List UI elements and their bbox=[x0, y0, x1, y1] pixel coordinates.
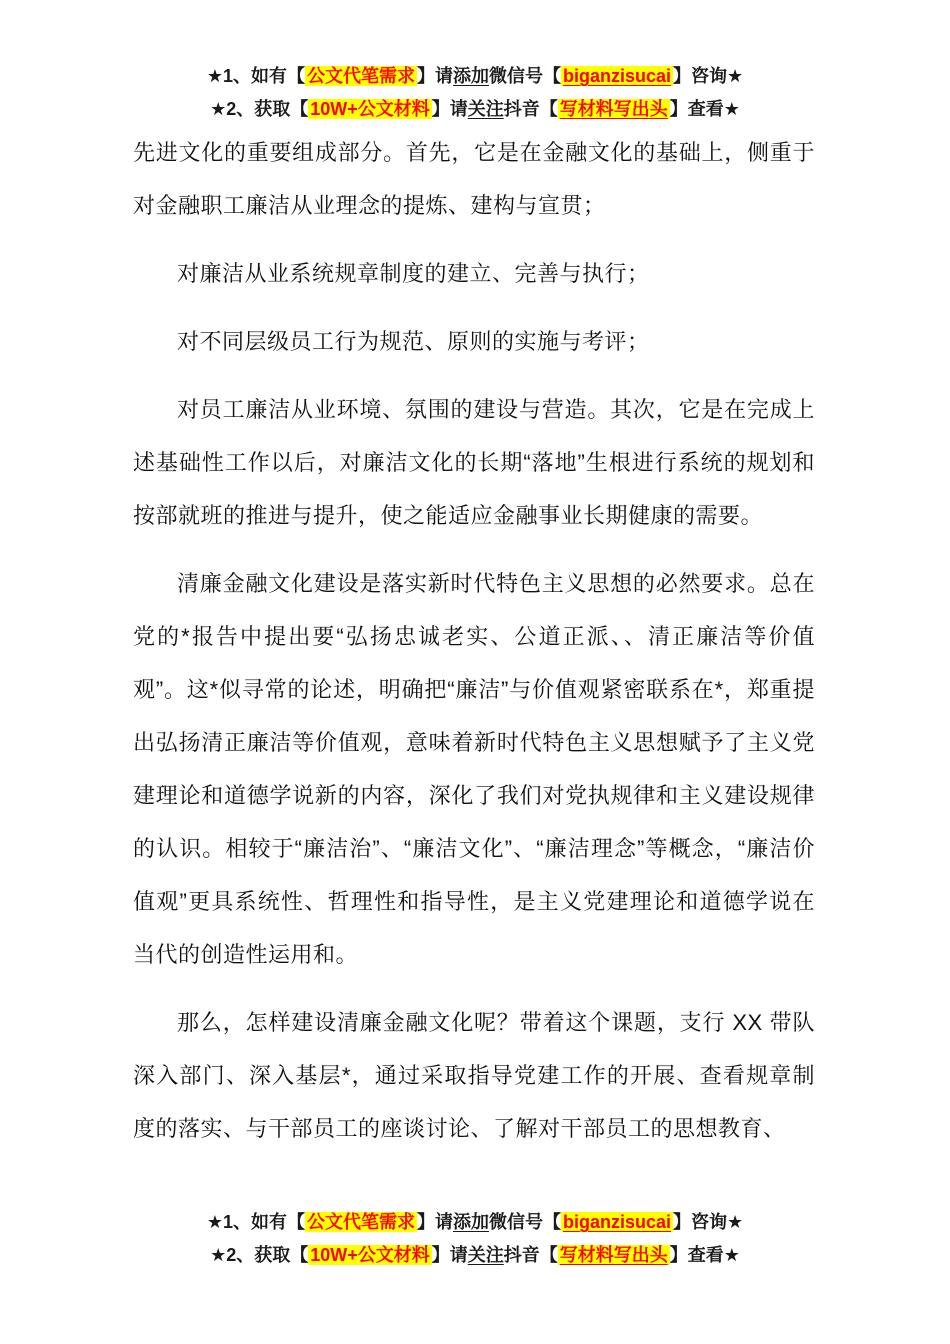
banner-douyin-id: 写材料写出头 bbox=[559, 99, 668, 119]
banner-keyword-highlight: 10W+公文材料 bbox=[310, 99, 430, 119]
promo-line-1 bbox=[0, 60, 950, 93]
banner-underline-word: 关注 bbox=[467, 99, 504, 119]
paragraph: 对员工廉洁从业环境、氛围的建设与营造。其次，它是在完成上述基础性工作以后，对廉洁文化的长期“落地”生根进行系统的规划和按部就班的推进与提升，使之能适应金融事业长期健康的需要。 bbox=[133, 397, 815, 528]
promo-line-1 bbox=[0, 1206, 950, 1239]
banner-text-segment: 抖音【 bbox=[503, 99, 558, 119]
banner-underline-word: 关注 bbox=[467, 1245, 504, 1265]
banner-text-segment: ★2、获取【 bbox=[210, 1245, 309, 1265]
banner-text-segment: 】请 bbox=[431, 99, 468, 119]
banner-text-segment: 】咨询★ bbox=[673, 66, 744, 86]
banner-text-segment: 微信号【 bbox=[488, 1212, 561, 1232]
banner-douyin-id: 写材料写出头 bbox=[559, 1245, 668, 1265]
banner-text-segment: ★1、如有【 bbox=[206, 1212, 305, 1232]
banner-underline-word: 添加 bbox=[452, 66, 489, 86]
banner-keyword-highlight: 10W+公文材料 bbox=[310, 1245, 430, 1265]
banner-text-segment: 抖音【 bbox=[503, 1245, 558, 1265]
banner-text-segment: 】查看★ bbox=[669, 99, 740, 119]
paragraph: 清廉金融文化建设是落实新时代特色主义思想的必然要求。总在党的*报告中提出要“弘扬忠诚老实、公道正派、、清正廉洁等价值观”。这*似寻常的论述，明确把“廉洁”与价值观紧密联系在*，郑重提出弘扬清正廉洁等价值观，意味着新时代特色主义思想赋予了主义党建理论和道德学说新的内容，深化了我们对党执规律和主义建设规律的认识。相较于“廉洁治”、“廉洁文化”、“廉洁理念”等概念，“廉洁价值观”更具系统性、哲理性和指导性，是主义党建理论和道德学说在当代的创造性运用和。 bbox=[133, 571, 815, 967]
promo-banner-bottom bbox=[0, 1206, 950, 1272]
paragraph: 那么，怎样建设清廉金融文化呢？带着这个课题，支行 XX 带队深入部门、深入基层*，通过采取指导党建工作的开展、查看规章制度的落实、与干部员工的座谈讨论、了解对干部员工的思想教育、 bbox=[133, 1010, 815, 1141]
banner-text-segment: 】咨询★ bbox=[673, 1212, 744, 1232]
paragraph: 对不同层级员工行为规范、原则的实施与考评； bbox=[177, 329, 650, 354]
promo-line-2 bbox=[0, 1239, 950, 1272]
paragraph: 对廉洁从业系统规章制度的建立、完善与执行； bbox=[177, 261, 650, 286]
banner-keyword-highlight: 公文代笔需求 bbox=[306, 1212, 415, 1232]
banner-text-segment: ★1、如有【 bbox=[206, 66, 305, 86]
promo-line-2 bbox=[0, 93, 950, 126]
banner-underline-word: 添加 bbox=[452, 1212, 489, 1232]
banner-wechat-id: biganzisucai bbox=[562, 66, 672, 86]
banner-text-segment: 】请 bbox=[416, 66, 453, 86]
banner-text-segment: 】请 bbox=[416, 1212, 453, 1232]
promo-banner-top bbox=[0, 60, 950, 126]
banner-keyword-highlight: 公文代笔需求 bbox=[306, 66, 415, 86]
document-body bbox=[133, 126, 815, 1192]
paragraph: 先进文化的重要组成部分。首先，它是在金融文化的基础上，侧重于对金融职工廉洁从业理念的提炼、建构与宣贯； bbox=[133, 140, 815, 218]
banner-text-segment: ★2、获取【 bbox=[210, 99, 309, 119]
banner-text-segment: 】查看★ bbox=[669, 1245, 740, 1265]
banner-text-segment: 】请 bbox=[431, 1245, 468, 1265]
banner-text-segment: 微信号【 bbox=[488, 66, 561, 86]
banner-wechat-id: biganzisucai bbox=[562, 1212, 672, 1232]
